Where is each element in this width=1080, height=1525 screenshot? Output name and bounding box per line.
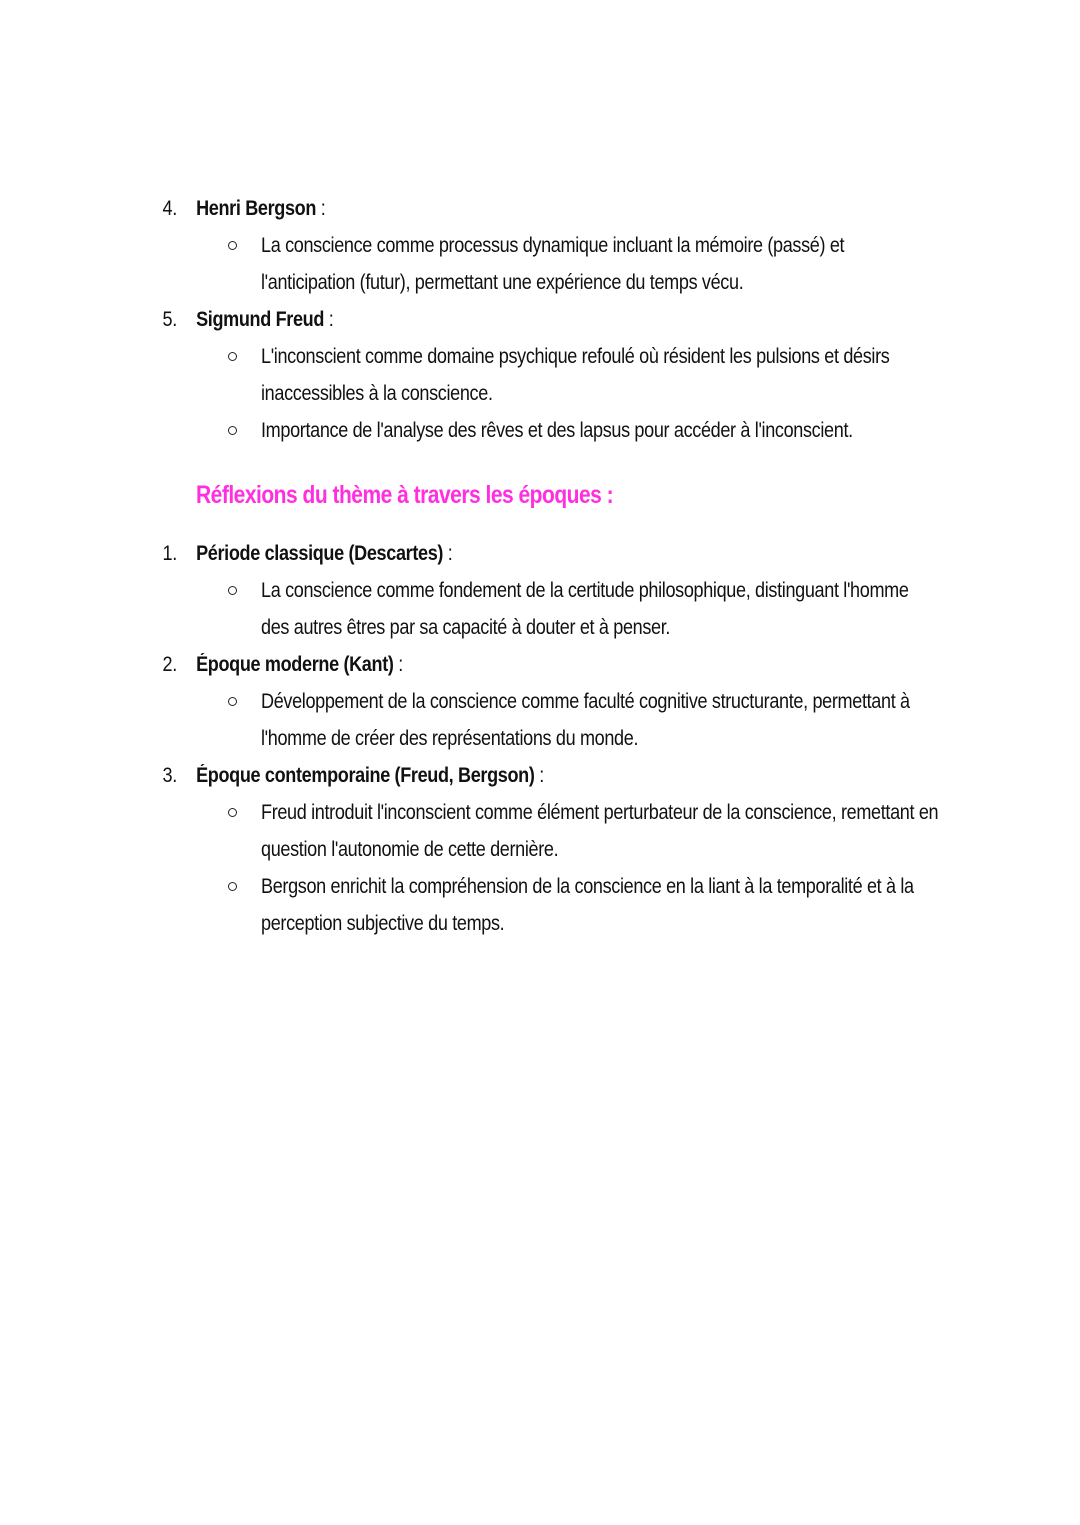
item-title-colon: : (393, 653, 403, 676)
item-title (196, 535, 452, 572)
item-title (196, 190, 325, 227)
item-title-colon: : (316, 197, 326, 220)
item-title (196, 646, 403, 683)
item-title (196, 757, 544, 794)
item-title-bold: Époque moderne (Kant) (196, 653, 394, 676)
section-heading: Réflexions du thème à travers les époques : (196, 481, 614, 509)
bullet-text: La conscience comme processus dynamique incluant la mémoire (passé) et l'anticipation (futur), permettant une expérience du temps vécu. (261, 234, 845, 294)
bullet-text: Importance de l'analyse des rêves et des lapsus pour accéder à l'inconscient. (261, 419, 853, 442)
list-item-contemporaine (0, 757, 929, 794)
list-item-freud (0, 301, 929, 338)
hollow-circle-bullet-icon (226, 572, 240, 609)
item-number: 1. (162, 542, 177, 565)
item-number: 5. (162, 308, 177, 331)
item-title-bold: Sigmund Freud (196, 308, 325, 331)
bullet-text: La conscience comme fondement de la certitude philosophique, distinguant l'homme des autres êtres par sa capacité à douter et à penser. (261, 579, 909, 639)
bullet-item (0, 683, 1080, 757)
hollow-circle-bullet-icon (226, 868, 240, 905)
epochs-list (0, 535, 1080, 942)
item-title-colon: : (534, 764, 544, 787)
item-title-bold: Époque contemporaine (Freud, Bergson) (196, 764, 535, 787)
bullet-item (0, 227, 1080, 301)
bullet-text: L'inconscient comme domaine psychique refoulé où résident les pulsions et désirs inaccessibles à la conscience. (261, 345, 890, 405)
bullet-item (0, 794, 1080, 868)
item-title-colon: : (324, 308, 334, 331)
bullet-item (0, 412, 1080, 449)
list-item-bergson (0, 190, 929, 227)
bullet-item (0, 338, 1080, 412)
item-number: 2. (162, 653, 177, 676)
item-title (196, 301, 333, 338)
list-item-moderne (0, 646, 929, 683)
philosophers-list (0, 190, 1080, 449)
hollow-circle-bullet-icon (226, 412, 240, 449)
item-title-bold: Henri Bergson (196, 197, 317, 220)
item-number: 3. (162, 764, 177, 787)
bullet-text: Développement de la conscience comme faculté cognitive structurante, permettant à l'homme de créer des représentations du monde. (261, 690, 910, 750)
hollow-circle-bullet-icon (226, 683, 240, 720)
hollow-circle-bullet-icon (226, 227, 240, 264)
bullet-item (0, 572, 1080, 646)
bullet-item (0, 868, 1080, 942)
bullet-text: Bergson enrichit la compréhension de la conscience en la liant à la temporalité et à la perception subjective du temps. (261, 875, 914, 935)
list-item-classique (0, 535, 929, 572)
hollow-circle-bullet-icon (226, 338, 240, 375)
item-number: 4. (162, 197, 177, 220)
hollow-circle-bullet-icon (226, 794, 240, 831)
item-title-bold: Période classique (Descartes) (196, 542, 444, 565)
item-title-colon: : (443, 542, 453, 565)
bullet-text: Freud introduit l'inconscient comme élément perturbateur de la conscience, remettant en question l'autonomie de cette dernière. (261, 801, 939, 861)
